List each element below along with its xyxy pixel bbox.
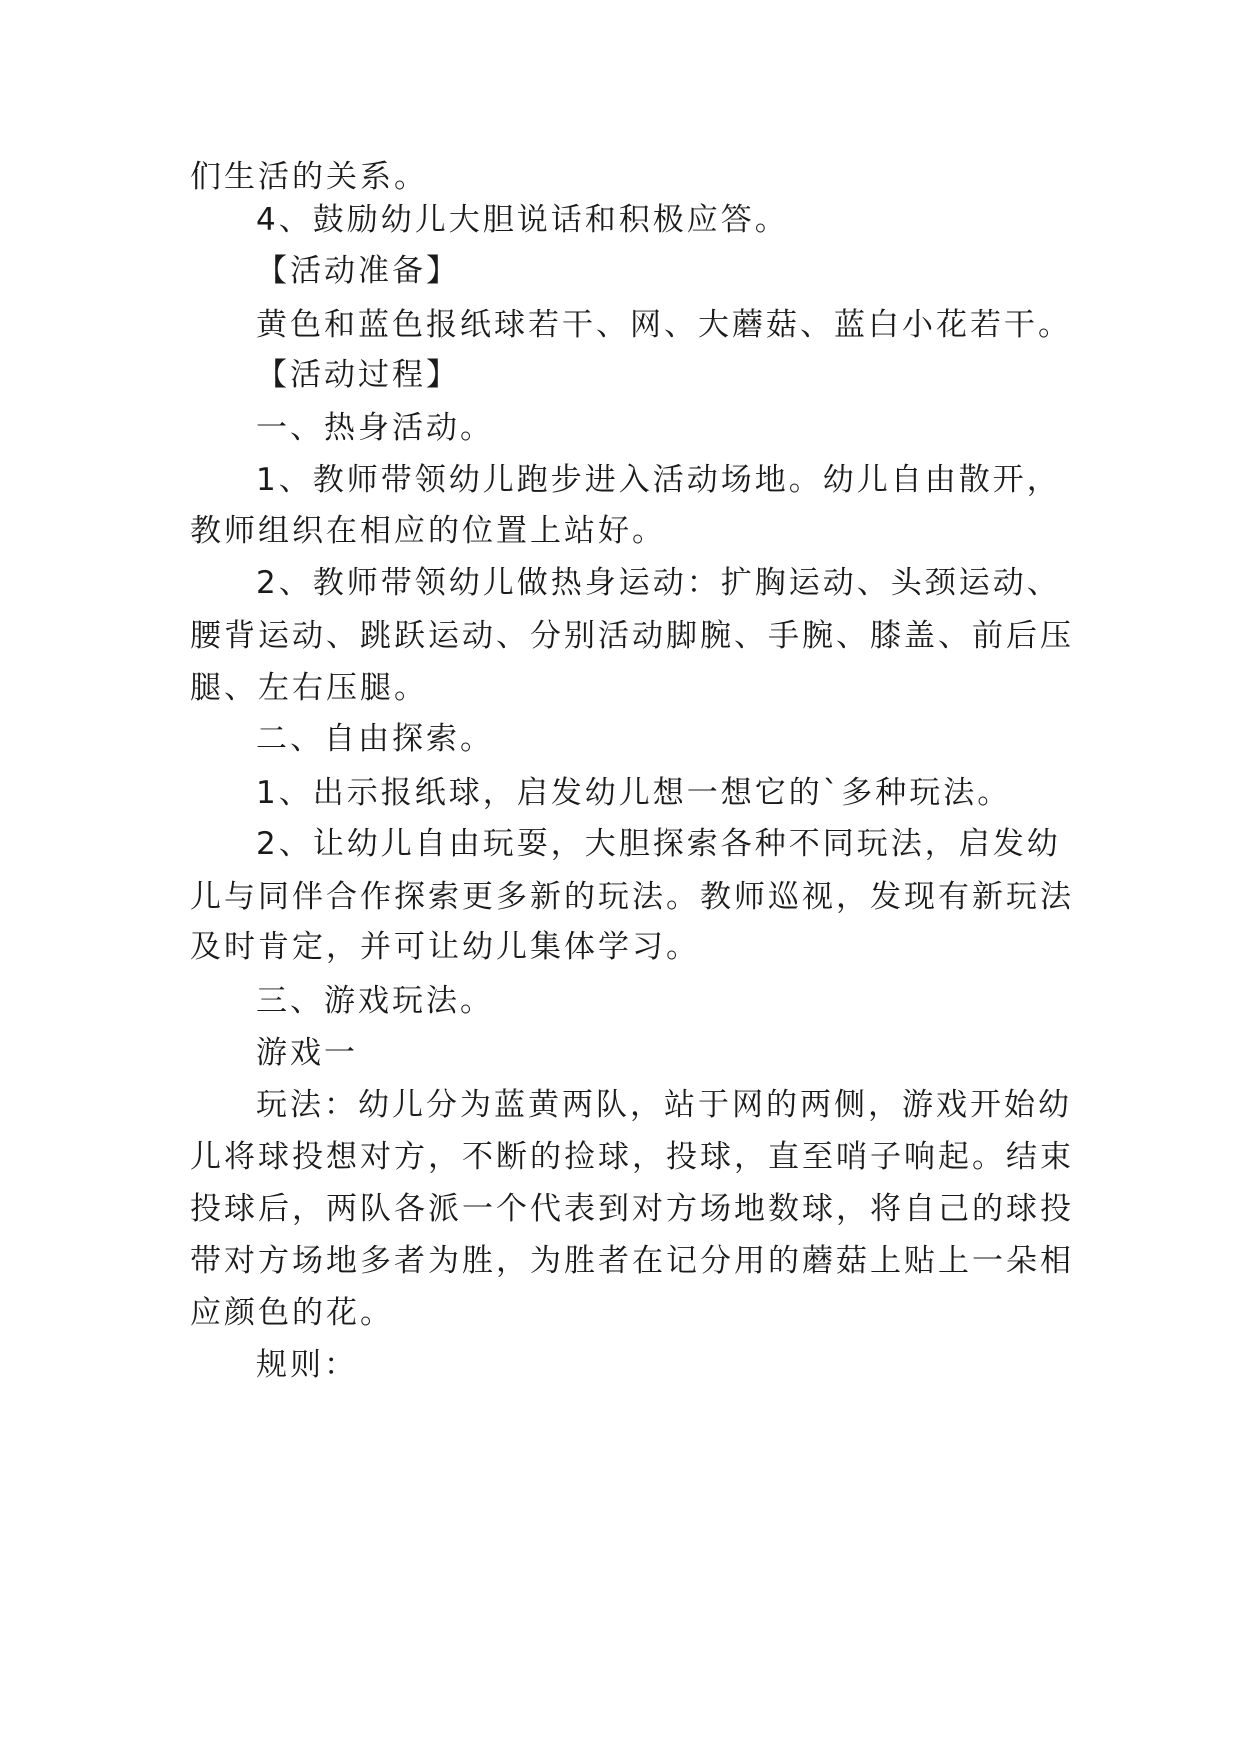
text-line: 2、让幼儿自由玩耍，大胆探索各种不同玩法，启发幼 bbox=[256, 826, 1061, 862]
text-line: 一、热身活动。 bbox=[256, 410, 494, 446]
text-line: 4、鼓励幼儿大胆说话和积极应答。 bbox=[256, 202, 789, 238]
text-line: 带对方场地多者为胜，为胜者在记分用的蘑菇上贴上一朵相 bbox=[190, 1243, 1074, 1279]
text-line: 教师组织在相应的位置上站好。 bbox=[190, 513, 666, 549]
text-line: 2、教师带领幼儿做热身运动：扩胸运动、头颈运动、 bbox=[256, 565, 1061, 601]
section-heading: 【活动过程】 bbox=[256, 357, 460, 393]
text-line: 玩法：幼儿分为蓝黄两队，站于网的两侧，游戏开始幼 bbox=[256, 1087, 1072, 1123]
text-line: 们生活的关系。 bbox=[190, 159, 428, 195]
text-line: 黄色和蓝色报纸球若干、网、大蘑菇、蓝白小花若干。 bbox=[256, 307, 1072, 343]
section-heading: 【活动准备】 bbox=[256, 253, 460, 289]
text-line: 规则： bbox=[256, 1347, 358, 1383]
text-line: 及时肯定，并可让幼儿集体学习。 bbox=[190, 929, 700, 965]
text-line: 二、自由探索。 bbox=[256, 721, 494, 757]
text-line: 儿与同伴合作探索更多新的玩法。教师巡视，发现有新玩法 bbox=[190, 879, 1074, 915]
text-line: 投球后，两队各派一个代表到对方场地数球，将自己的球投 bbox=[190, 1191, 1074, 1227]
text-line: 1、出示报纸球，启发幼儿想一想它的`多种玩法。 bbox=[256, 775, 1012, 811]
text-line: 腰背运动、跳跃运动、分别活动脚腕、手腕、膝盖、前后压 bbox=[190, 618, 1074, 654]
text-line: 游戏一 bbox=[256, 1035, 358, 1071]
text-line: 三、游戏玩法。 bbox=[256, 983, 494, 1019]
text-line: 腿、左右压腿。 bbox=[190, 670, 428, 706]
text-line: 儿将球投想对方，不断的捡球，投球，直至哨子响起。结束 bbox=[190, 1139, 1074, 1175]
text-line: 应颜色的花。 bbox=[190, 1295, 394, 1331]
text-line: 1、教师带领幼儿跑步进入活动场地。幼儿自由散开， bbox=[256, 462, 1061, 498]
